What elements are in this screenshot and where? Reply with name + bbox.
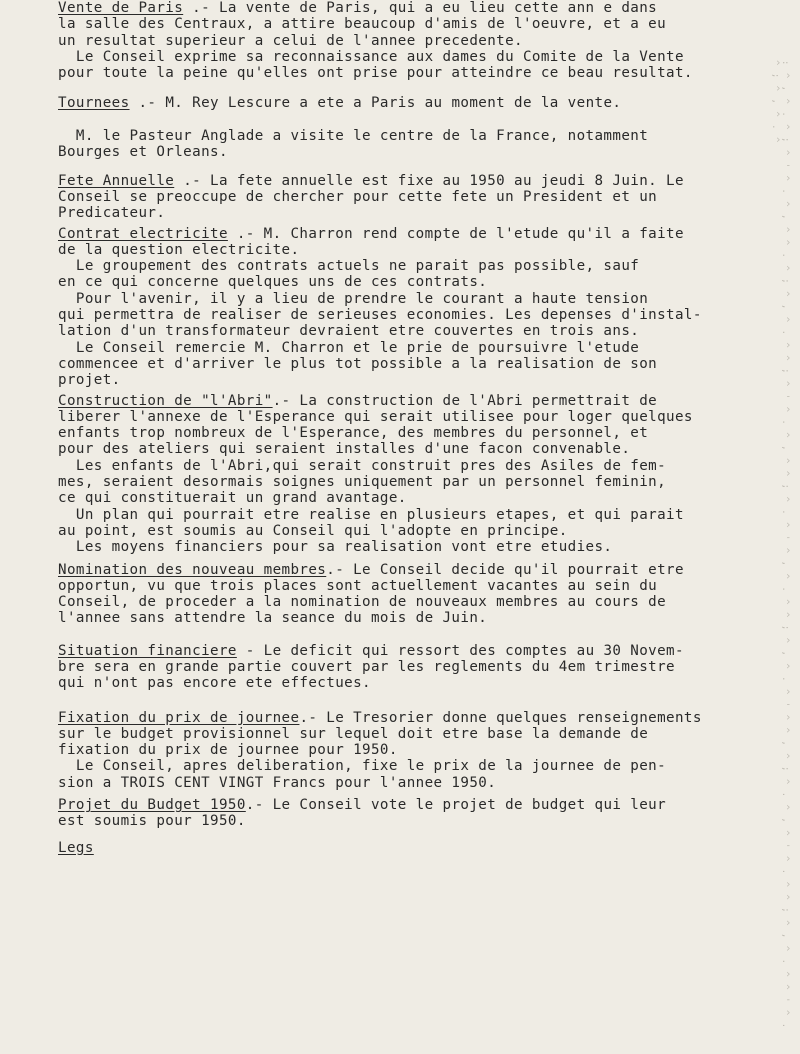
- line-text: sur le budget provisionnel sur lequel doit etre base la demande de: [58, 725, 649, 742]
- section-construction-abri: [58, 393, 770, 556]
- line-text: Bourges et Orleans.: [58, 144, 228, 161]
- section-heading: Nomination des nouveau membres: [58, 561, 327, 578]
- line-text: commencee et d'arriver le plus tot possible a la realisation de son: [58, 355, 658, 372]
- text-line: [58, 797, 770, 813]
- line-text: fixation du prix de journee pour 1950.: [58, 742, 398, 759]
- line-text: pour des ateliers qui seraient installes d'une facon convenable.: [58, 441, 631, 458]
- text-line: [58, 840, 770, 856]
- text-line: [58, 659, 770, 675]
- line-text: lation d'un transformateur devraient etre couvertes en trois ans.: [58, 323, 640, 340]
- section-vente-de-paris: [58, 0, 770, 81]
- text-line: [58, 173, 770, 189]
- section-heading: Fete Annuelle: [58, 172, 175, 189]
- line-text: mes, seraient desormais soignes uniquement par un personnel feminin,: [58, 474, 667, 491]
- line-text: la salle des Centraux, a attire beaucoup d'amis de l'oeuvre, et a eu: [58, 16, 667, 33]
- line-text: l'annee sans attendre la seance du mois de Juin.: [58, 610, 488, 627]
- text-line: [58, 258, 770, 274]
- line-text: Le Conseil exprime sa reconnaissance aux dames du Comite de la Vente: [58, 48, 684, 65]
- text-line: [58, 65, 770, 81]
- line-text: - Le deficit qui ressort des comptes au 30 Novem-: [236, 642, 684, 659]
- line-text: pour toute la peine qu'elles ont prise pour atteindre ce beau resultat.: [58, 65, 693, 82]
- section-heading: Projet du Budget 1950: [58, 797, 246, 814]
- line-text: liberer l'annexe de l'Esperance qui serait utilisee pour loger quelques: [58, 408, 693, 425]
- text-line: [58, 578, 770, 594]
- text-line: [58, 393, 770, 409]
- section-fixation-prix: [58, 710, 770, 791]
- line-text: .- M. Rey Lescure a ete a Paris au moment de la vente.: [129, 95, 622, 112]
- text-line: [58, 0, 770, 16]
- section-heading: Tournees: [58, 95, 130, 112]
- text-line: [58, 643, 770, 659]
- text-line: [58, 425, 770, 441]
- section-situation-financiere: [58, 643, 770, 692]
- text-line: [58, 189, 770, 205]
- text-line: [58, 742, 770, 758]
- text-line: [58, 610, 770, 626]
- section-tournees: [58, 95, 770, 160]
- line-text: Un plan qui pourrait etre realise en plusieurs etapes, et qui parait: [58, 506, 684, 523]
- section-heading: Situation financiere: [58, 642, 237, 659]
- text-line: [58, 675, 770, 691]
- line-text: en ce qui concerne quelques uns de ces contrats.: [58, 274, 488, 291]
- text-line: [58, 594, 770, 610]
- section-nomination: [58, 562, 770, 627]
- section-heading: Legs: [58, 839, 94, 856]
- text-line: [58, 458, 770, 474]
- text-line: [58, 16, 770, 32]
- section-heading: Vente de Paris: [58, 0, 184, 16]
- section-heading: Construction de "l'Abri": [58, 392, 273, 409]
- line-text: au point, est soumis au Conseil qui l'adopte en principe.: [58, 522, 568, 539]
- line-text: Conseil se preoccupe de chercher pour cette fete un President et un: [58, 188, 658, 205]
- line-text: qui n'ont pas encore ete effectues.: [58, 675, 371, 692]
- section-legs: [58, 840, 770, 856]
- text-line: [58, 112, 770, 128]
- text-line: [58, 507, 770, 523]
- text-line: [58, 274, 770, 290]
- line-text: opportun, vu que trois places sont actuellement vacantes au sein du: [58, 577, 658, 594]
- line-text: Le Conseil remercie M. Charron et le prie de poursuivre l'etude: [58, 339, 640, 356]
- typed-minutes: [58, 0, 770, 856]
- line-text: Le Conseil, apres deliberation, fixe le prix de la journee de pen-: [58, 758, 667, 775]
- text-line: [58, 441, 770, 457]
- text-line: [58, 128, 770, 144]
- text-line: [58, 372, 770, 388]
- line-text: qui permettra de realiser de serieuses economies. Les depenses d'instal-: [58, 307, 702, 324]
- line-text: bre sera en grande partie couvert par les reglements du 4em trimestre: [58, 658, 675, 675]
- line-text: .- La construction de l'Abri permettrait de: [272, 392, 658, 409]
- text-line: [58, 33, 770, 49]
- text-line: [58, 95, 770, 111]
- text-line: [58, 323, 770, 339]
- line-text: un resultat superieur a celui de l'annee precedente.: [58, 32, 523, 49]
- line-text: Le groupement des contrats actuels ne parait pas possible, sauf: [58, 258, 640, 275]
- section-fete-annuelle: [58, 173, 770, 222]
- line-text: .- Le Tresorier donne quelques renseignements: [299, 709, 702, 726]
- text-line: [58, 242, 770, 258]
- text-line: [58, 291, 770, 307]
- text-line: [58, 710, 770, 726]
- text-line: [58, 409, 770, 425]
- line-text: est soumis pour 1950.: [58, 813, 246, 830]
- line-text: .- Le Conseil decide qu'il pourrait etre: [326, 561, 684, 578]
- line-text: projet.: [58, 372, 121, 389]
- text-line: [58, 205, 770, 221]
- line-text: .- M. Charron rend compte de l'etude qu'il a faite: [227, 225, 684, 242]
- text-line: [58, 758, 770, 774]
- text-line: [58, 356, 770, 372]
- section-heading: Contrat electricite: [58, 225, 228, 242]
- line-text: Les enfants de l'Abri,qui serait construit pres des Asiles de fem-: [58, 457, 667, 474]
- line-text: de la question electricite.: [58, 241, 300, 258]
- text-line: [58, 307, 770, 323]
- line-text: Pour l'avenir, il y a lieu de prendre le courant a haute tension: [58, 290, 649, 307]
- line-text: .- La fete annuelle est fixe au 1950 au jeudi 8 Juin. Le: [174, 172, 684, 189]
- line-text: sion a TROIS CENT VINGT Francs pour l'annee 1950.: [58, 774, 497, 791]
- text-line: [58, 226, 770, 242]
- line-text: M. le Pasteur Anglade a visite le centre de la France, notamment: [58, 128, 649, 145]
- text-line: [58, 726, 770, 742]
- text-line: [58, 340, 770, 356]
- section-heading: Fixation du prix de journee: [58, 709, 300, 726]
- text-line: [58, 562, 770, 578]
- text-line: [58, 474, 770, 490]
- line-text: Conseil, de proceder a la nomination de nouveaux membres au cours de: [58, 594, 667, 611]
- line-text: enfants trop nombreux de l'Esperance, des membres du personnel, et: [58, 425, 649, 442]
- line-text: Predicateur.: [58, 205, 166, 222]
- text-line: [58, 775, 770, 791]
- text-line: [58, 813, 770, 829]
- edge-perforation: : ^ , ^ . ^ ; ^ ' ^ . ^ , ^ ^ . ^ ; ^ , ^ . ^ ^ ; ^ ' ^ . ^ , ^ ^ ; ^ . ^ ' ^ , ^ . ^ ^ ; ^ , ^ . ^ ' ^ ^ , ^ ; ^ . ^ , ^ ' ^ . ^ ^ ; ^ , ^ . ^ ^ ' ^ . ^ ; ^ , ^ . ^: [770, 60, 790, 1030]
- text-line: [58, 490, 770, 506]
- line-text: Les moyens financiers pour sa realisation vont etre etudies.: [58, 539, 613, 556]
- text-line: [58, 523, 770, 539]
- section-contrat-electricite: [58, 226, 770, 389]
- line-text: .- La vente de Paris, qui a eu lieu cette ann e dans: [183, 0, 658, 16]
- line-text: .- Le Conseil vote le projet de budget qui leur: [245, 797, 667, 814]
- text-line: [58, 144, 770, 160]
- text-line: [58, 49, 770, 65]
- section-projet-budget: [58, 797, 770, 830]
- text-line: [58, 539, 770, 555]
- line-text: ce qui constituerait un grand avantage.: [58, 490, 407, 507]
